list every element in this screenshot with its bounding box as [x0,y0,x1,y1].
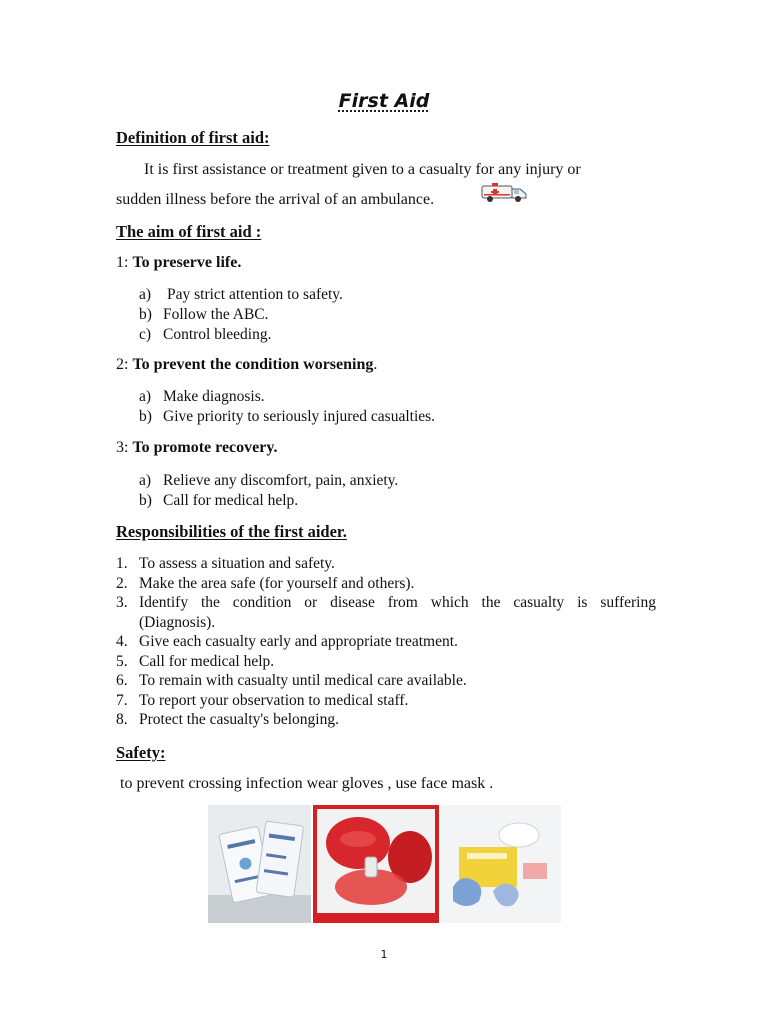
page-title: First Aid [338,90,430,112]
aim-group-1-title: 1: To preserve life. [116,254,242,271]
aim-group-3-list [139,471,639,511]
aim-group-2-list [139,387,639,427]
cpr-face-mask-photo [313,805,439,923]
definition-line-1: It is first assistance or treatment given to a casualty for any injury or [144,161,581,178]
list-item: 5. Call for medical help. [116,652,275,670]
safety-text: to prevent crossing infection wear gloves , use face mask . [120,775,494,792]
definition-heading: Definition of first aid: [116,128,270,147]
page-number: 1 [380,948,388,961]
responsibilities-heading: Responsibilities of the first aider. [116,522,347,541]
responsibilities-list [116,554,656,730]
list-item: 3. Identify the condition or disease from which the casualty is suffering [116,594,656,611]
safety-heading: Safety: [116,743,166,762]
list-item: 6. To remain with casualty until medical care available. [116,672,467,689]
list-item: a) Relieve any discomfort, pain, anxiety. [139,472,399,489]
list-item: (Diagnosis). [139,613,216,631]
list-item: a) Make diagnosis. [139,388,265,405]
aim-heading: The aim of first aid : [116,222,262,241]
list-item: a) Pay strict attention to safety. [139,286,343,303]
gloves-packets-photo [208,805,311,923]
definition-line-2: sudden illness before the arrival of an ambulance. [116,191,435,208]
list-item: 2. Make the area safe (for yourself and others). [116,574,415,592]
list-item: 4. Give each casualty early and appropriate treatment. [116,633,458,650]
list-item: 7. To report your observation to medical staff. [116,691,409,709]
list-item: 8. Protect the casualty's belonging. [116,711,339,728]
list-item: c) Control bleeding. [139,326,272,343]
aim-group-1-list [139,285,639,345]
aim-group-2-title: 2: To prevent the condition worsening. [116,356,378,373]
list-item: b) Give priority to seriously injured casualties. [139,408,436,425]
list-item: b) Call for medical help. [139,492,299,509]
list-item: 1. To assess a situation and safety. [116,555,335,572]
aim-group-3-title: 3: To promote recovery. [116,439,278,456]
ambulance-icon [480,180,530,204]
ppe-kit-photo [441,805,561,923]
list-item: b) Follow the ABC. [139,306,269,323]
